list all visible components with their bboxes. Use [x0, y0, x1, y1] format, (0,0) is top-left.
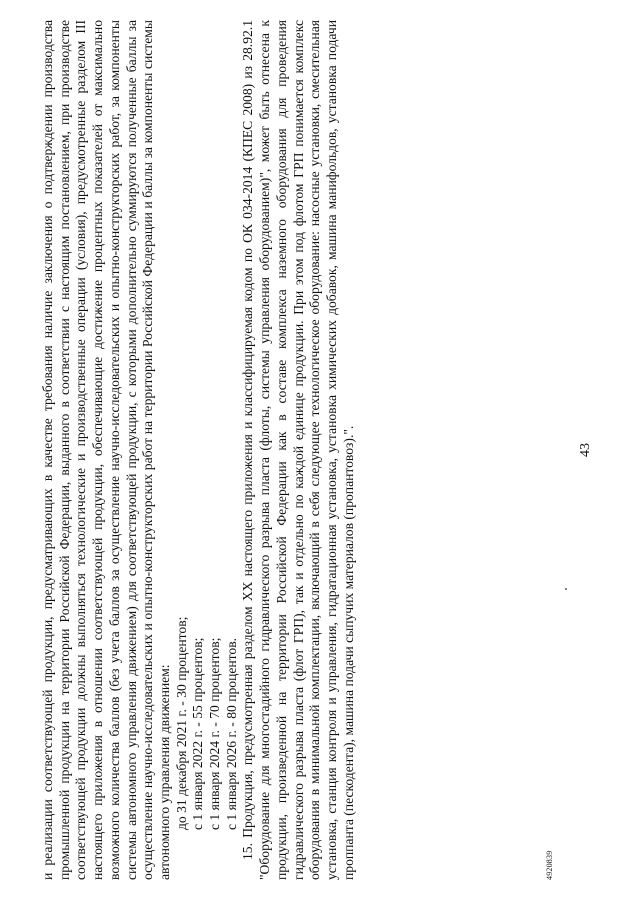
paragraph-15: 15. Продукция, предусмотренная разделом XX настоящего приложения и классифицируемая кодом по ОК 034-2014 (КПЕС 2008) из 28.92.1 "Оборудование для многостадийного гидравлического разрыва пласта (флоты, системы управления оборудованием)", может быть отнесена к продукции, произведенной на территории Российской Федерации как в составе комплекса наземного оборудования для проведения гидравлического разрыва пласта (флот ГРП), так и отдельно по каждой единице продукции. При этом под флотом ГРП понимается комплекс оборудования в минимальной комплектации, включающий в себя следующее технологическое оборудование: насосные установки, смесительная установка, станция контроля и управления, гидратационная установка, установка химических добавок, машина манифольдов, установка подачи проппанта (пескодента), машина подачи сыпучих материалов (пропантовоз).". — [240, 20, 356, 880]
intro-paragraph: и реализации соответствующей продукции, предусматривающих в качестве требования наличие заключения о подтверждении производства промышленной продукции на территории Российской Федерации, выданного в соответствии с настоящим постановлением, при производстве соответствующей продукции должны выполняться технологические и производственные операции (условия), предусмотренные разделом III настоящего приложения в отношении соответствующей продукции, обеспечивающие достижение процентных показателей от максимально возможного количества баллов (без учета баллов за осуществление научно-исследовательских и опытно-конструкторских работ, за компоненты системы автономного управления движением) для соответствующей продукции, с которыми дополнительно суммируются полученные баллы за осуществление научно-исследовательских и опытно-конструкторских работ на территории Российской Федерации и баллы за компоненты системы автономного управления движением: — [40, 20, 172, 880]
page-number: 43 — [578, 443, 593, 457]
list-item-2022: с 1 января 2022 г. - 55 процентов; — [190, 637, 206, 830]
scan-dot — [565, 588, 567, 590]
document-body — [40, 20, 540, 880]
rotated-page — [40, 20, 595, 880]
list-item-2021: до 31 декабря 2021 г. - 30 процентов; — [173, 616, 189, 830]
list-item-2024: с 1 января 2024 г. - 70 процентов; — [207, 637, 223, 830]
list-item-2026: с 1 января 2026 г. - 80 процентов. — [223, 637, 239, 830]
document-code: 4920839 — [545, 850, 554, 880]
